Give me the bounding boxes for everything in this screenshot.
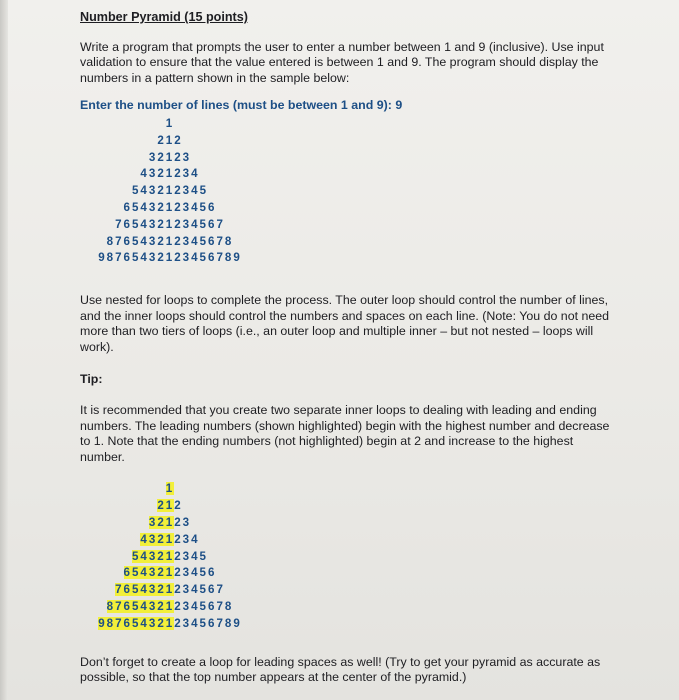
pyramid-row: 212 — [157, 133, 183, 147]
ending-numbers: 2 — [174, 499, 183, 513]
highlighted-pyramid-row — [80, 532, 260, 549]
assignment-content — [80, 10, 620, 686]
sample-prompt: Enter the number of lines (must be between 1 and 9): 9 — [80, 98, 403, 113]
pyramid-row: 32123 — [148, 150, 192, 164]
pyramid-row: 98765432123456789 — [98, 251, 242, 265]
leading-numbers-highlight: 987654321 — [98, 616, 175, 630]
leading-spaces-note: Don’t forget to create a loop for leading spaces as well! (Try to get your pyramid as accurate as possible, so that the top number appears at the center of the pyramid.) — [80, 654, 601, 685]
leading-numbers-highlight: 54321 — [131, 549, 175, 563]
leading-numbers-highlight: 21 — [157, 499, 175, 513]
highlighted-pyramid — [80, 481, 260, 632]
ending-numbers: 234 — [174, 532, 200, 546]
highlighted-pyramid-row — [80, 498, 260, 515]
ending-numbers: 23456 — [174, 566, 217, 580]
highlighted-pyramid-row — [80, 616, 260, 633]
leading-numbers-highlight: 87654321 — [106, 600, 175, 614]
highlighted-pyramid-row — [80, 549, 260, 566]
nested-loops-paragraph: Use nested for loops to complete the process. The outer loop should control the number of lines, and the inner loops should control the numbers and spaces on each line. (Note: You do not need more than two tiers of loops (i.e., an outer loop and multiple inner – but not nested – loops will work). — [80, 293, 610, 354]
ending-numbers: 2345 — [174, 549, 209, 563]
ending-numbers: 234567 — [174, 583, 225, 597]
intro-paragraph: Write a program that prompts the user to enter a number between 1 and 9 (inclusive). Use input validation to ensure that the value entered is between 1 and 9. The program should display the numbers in a pattern shown in the sample below: — [80, 39, 604, 85]
ending-numbers: 2345678 — [174, 600, 234, 614]
ending-numbers: 23456789 — [174, 616, 242, 630]
page-edge-shadow — [0, 0, 8, 700]
highlighted-pyramid-row — [80, 565, 260, 582]
highlighted-pyramid-row — [80, 582, 260, 599]
pyramid-row: 543212345 — [131, 184, 209, 198]
leading-numbers-highlight: 7654321 — [115, 583, 175, 597]
pyramid-row: 65432123456 — [123, 200, 217, 214]
tip-paragraph: It is recommended that you create two separate inner loops to dealing with leading and ending numbers. The leading numbers (shown highlighted) begin with the highest number and decrease to 1. Note that the ending numbers (not highlighted) begin at 2 and increase to the highest number. — [80, 403, 610, 464]
pyramid-row: 876543212345678 — [106, 234, 234, 248]
sample-pyramid — [80, 116, 260, 267]
assignment-title: Number Pyramid (15 points) — [80, 10, 248, 24]
pyramid-row: 1 — [165, 116, 175, 130]
tip-heading: Tip: — [80, 371, 103, 386]
highlighted-pyramid-row — [80, 481, 260, 498]
leading-numbers-highlight: 654321 — [123, 566, 175, 580]
pyramid-row: 7654321234567 — [115, 217, 225, 231]
pyramid-row: 4321234 — [140, 167, 200, 181]
highlighted-pyramid-row — [80, 515, 260, 532]
ending-numbers: 23 — [174, 516, 192, 530]
leading-numbers-highlight: 4321 — [140, 532, 175, 546]
highlighted-pyramid-row — [80, 599, 260, 616]
leading-numbers-highlight: 321 — [148, 516, 175, 530]
leading-numbers-highlight: 1 — [165, 482, 175, 496]
